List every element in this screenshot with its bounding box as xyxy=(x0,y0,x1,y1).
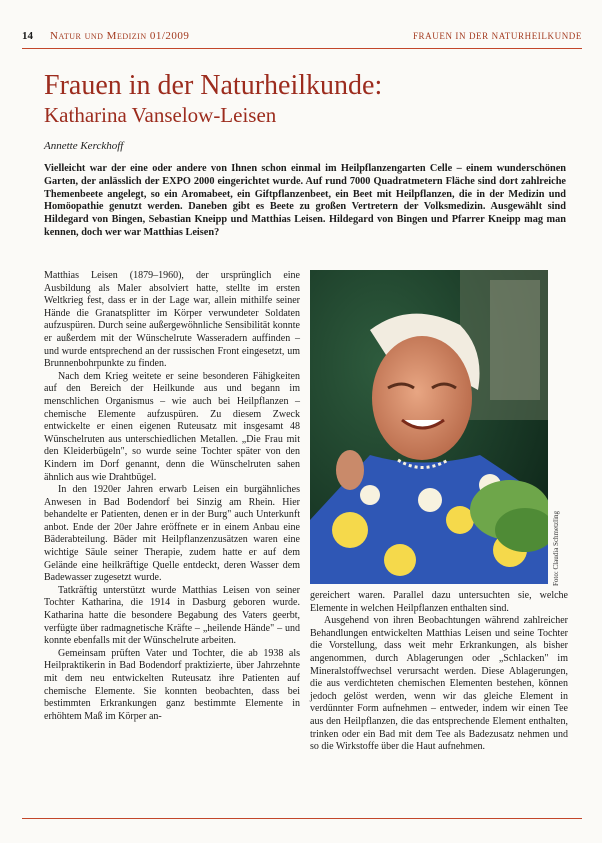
paragraph: gereichert waren. Parallel dazu untersuchten sie, welche Elemente in welchen Heilpflanzen enthalten sind. xyxy=(310,590,568,614)
journal-name: Natur und Medizin 01/2009 xyxy=(50,30,190,42)
column-left xyxy=(44,270,300,723)
footer-rule xyxy=(22,818,582,819)
article-author: Annette Kerckhoff xyxy=(44,140,124,152)
paragraph: Tatkräftig unterstützt wurde Matthias Leisen von seiner Tochter Katharina, die 1914 in Dasburg geboren wurde. Katharina hatte die besondere Begabung des Vaters geerbt, verfügte über radmagnetische Kräfte – „heilende Hände" – und konnte ebenfalls mit der Wünschelrute arbeiten. xyxy=(44,584,300,647)
section-name: FRAUEN IN DER NATURHEILKUNDE xyxy=(412,31,582,41)
column-right xyxy=(310,590,568,754)
header-rule xyxy=(22,48,582,49)
paragraph: Nach dem Krieg weitete er seine besonderen Fähigkeiten auf den Bereich der Heilkunde aus und begann im menschlichen Organismus – wie auch bei Heilpflanzen – chemische Elemente aufzuspüren. Zu diesem Zweck entwickelte er einen eigenen Ruteusatz mit insgesamt 48 Wünschelruten aus unterschiedlichen Metallen. „Die Frau mit den Kleiderbügeln", so wurde seine Tochter später von den Kindern im Dorf genannt, denn die Wünschelruten sahen ähnlich aus wie Drahtbügel. xyxy=(44,370,300,483)
portrait-illustration xyxy=(310,270,548,584)
page-header xyxy=(22,30,582,48)
photo-credit-text: Foto: Claudia Schmetzling xyxy=(552,510,560,586)
article-subtitle: Katharina Vanselow-Leisen xyxy=(44,103,277,127)
paragraph: Matthias Leisen (1879–1960), der ursprünglich eine Ausbildung als Maler absolviert hatte, stellte im ersten Weltkrieg fest, dass er in der Lage war, allein mithilfe seiner Hände die Granatsplitter im Körper verwundeter Soldaten aufzuspüren. Durch seine außergewöhnliche Sensibilität konnte er außerdem mit der Wünschelrute Wasseradern auffinden – und wurde entsprechend an der russischen Front eingesetzt, um Brunnenbohrpunkte zu finden. xyxy=(44,270,300,370)
page-number: 14 xyxy=(22,30,33,42)
portrait-photo xyxy=(310,270,548,584)
paragraph: Gemeinsam prüften Vater und Tochter, die ab 1938 als Heilpraktikerin in Bad Bodendorf praktizierte, über Jahrzehnte mit dem neu entwickelten Ruteusatz ihre Patienten auf chemische Elemente. Sie konnten beobachten, dass bei bestimmten Erkrankungen ganz bestimmte Elemente in erhöhtem Maß im Körper an- xyxy=(44,647,300,722)
article-title: Frauen in der Naturheilkunde: xyxy=(44,70,383,101)
paragraph: In den 1920er Jahren erwarb Leisen ein burgähnliches Anwesen in Bad Bodendorf bei Sinzig am Rhein. Hier behandelte er Patienten, denen er in der Burg" auch Unterkunft anbot. Ende der 20er Jahre eröffnete er in einem Anbau eine Bäderabteilung. Bäder mit Heilpflanzenzusätzen waren eine wichtige Säule seiner Therapie, zudem hatte er auf dem Gelände eine heilkräftige Quelle entdeckt, deren Wasser dem Badewasser zugesetzt wurde. xyxy=(44,484,300,584)
photo-credit xyxy=(552,270,564,584)
article-lead: Vielleicht war der eine oder andere von Ihnen schon einmal im Heilpflanzengarten Celle – einem wunderschönen Garten, der anlässlich der EXPO 2000 eingerichtet wurde. Auf rund 7000 Quadratmetern Fläche sind dort zahlreiche Themenbeete angelegt, so ein Aromabeet, ein Giftpflanzenbeet, ein Beet mit Heilpflanzen, die in der Medizin und Homöopathie genutzt werden. Daneben gibt es Beete zu großen Vertretern der Volksmedizin. Ausgewählt sind Hildegard von Bingen, Sebastian Kneipp und Matthias Leisen. Hildegard von Bingen und Pfarrer Kneipp mag man kennen, doch wer war Matthias Leisen? xyxy=(44,163,566,238)
paragraph: Ausgehend von ihren Beobachtungen während zahlreicher Behandlungen entwickelten Matthias Leisen und seine Tochter die Vorstellung, dass weit mehr Erkrankungen, als bisher angenommen, durch Ablagerungen oder „Schlacken" im Mineralstoffwechsel verursacht werden. Diese Ablagerungen, die aus verdichteten chemischen Elementen bestehen, können jedoch gelöst werden, wenn wir das gleiche Element in verdünnter Form aufnehmen – entweder, indem wir einen Tee aus den Heilpflanzen, die das entsprechende Element enthalten, trinken oder ein Bad mit dem Tee als Badezusatz nehmen und so die Wirkstoffe über die Haut aufnehmen. xyxy=(310,615,568,753)
